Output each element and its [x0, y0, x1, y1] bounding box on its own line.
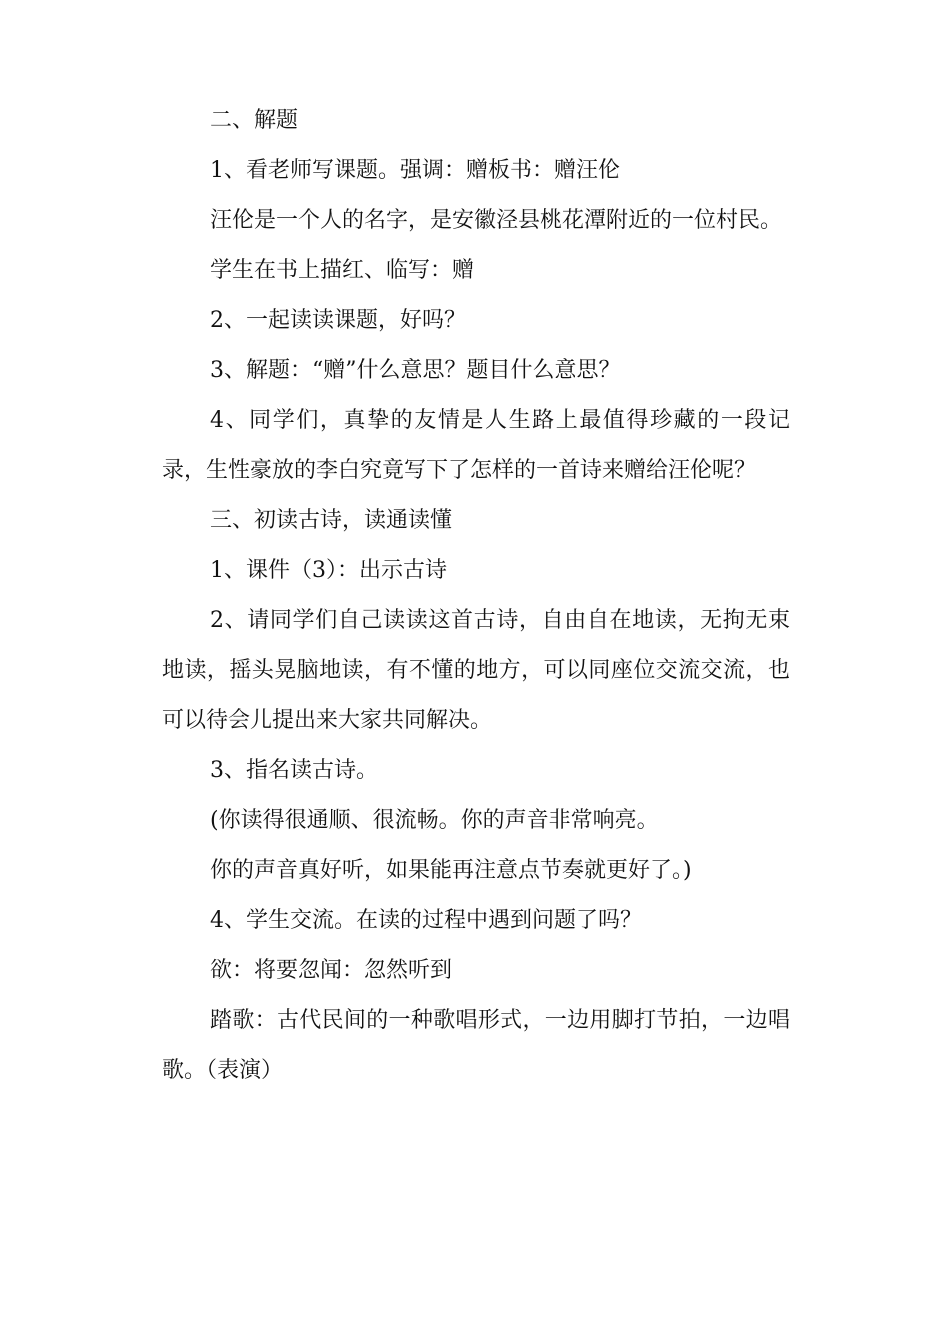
paragraph: 踏歌：古代民间的一种歌唱形式，一边用脚打节拍，一边唱歌。（表演）	[162, 1008, 790, 1083]
paragraph: 汪伦是一个人的名字，是安徽泾县桃花潭附近的一位村民。	[210, 208, 783, 233]
document-body	[162, 96, 790, 1096]
paragraph: 欲：将要忽闻：忽然听到	[210, 958, 453, 983]
section-heading-solve-title: 二、解题	[210, 108, 299, 133]
paragraph: 学生在书上描红、临写：赠	[210, 258, 475, 283]
paragraph: 你的声音真好听，如果能再注意点节奏就更好了。)	[210, 858, 692, 883]
paragraph: (你读得很通顺、很流畅。你的声音非常响亮。	[210, 808, 659, 833]
paragraph: 4、同学们，真挚的友情是人生路上最值得珍藏的一段记录，生性豪放的李白究竟写下了怎样的一首诗来赠给汪伦呢？	[162, 408, 790, 483]
paragraph: 4、学生交流。在读的过程中遇到问题了吗？	[210, 908, 642, 933]
paragraph: 2、请同学们自己读读这首古诗，自由自在地读，无拘无束地读，摇头晃脑地读，有不懂的地方，可以同座位交流交流，也可以待会儿提出来大家共同解决。	[162, 608, 790, 733]
paragraph: 1、看老师写课题。强调：赠板书：赠汪伦	[210, 158, 620, 183]
paragraph: 2、一起读读课题，好吗？	[210, 308, 466, 333]
paragraph: 3、指名读古诗。	[210, 758, 378, 783]
paragraph: 1、课件（3）：出示古诗	[210, 558, 447, 583]
section-heading-first-reading: 三、初读古诗，读通读懂	[210, 508, 453, 533]
paragraph: 3、解题：“赠”什么意思？题目什么意思？	[210, 358, 621, 383]
